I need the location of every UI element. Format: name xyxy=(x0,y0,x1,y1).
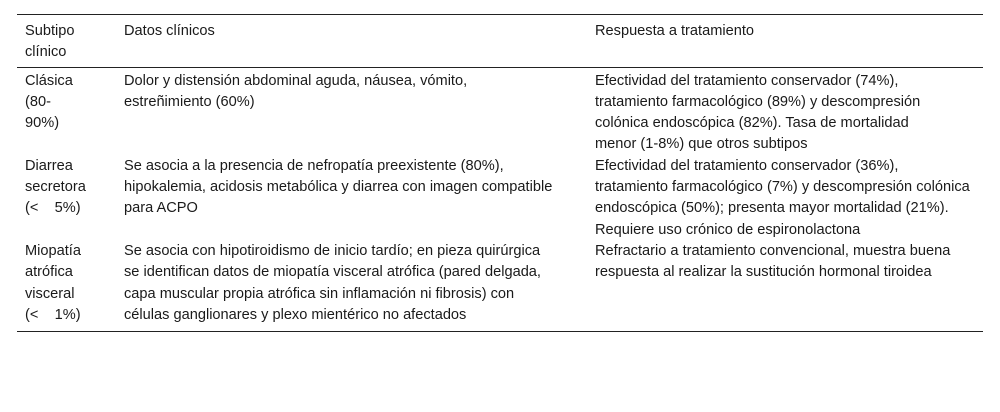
header-subtype: Subtipo clínico xyxy=(25,23,75,61)
subtype-line: Miopatía xyxy=(25,242,81,259)
clinical-data-cell: Dolor y distensión abdominal aguda, náusea, vómito, estreñimiento (60%) xyxy=(124,72,468,110)
subtype-line: visceral xyxy=(25,285,75,302)
header-row xyxy=(17,15,983,68)
subtype-cell xyxy=(17,241,124,332)
table-row xyxy=(17,156,983,241)
subtype-line: (< 1%) xyxy=(25,306,81,323)
table-header xyxy=(17,15,983,68)
subtype-line: Diarrea xyxy=(25,157,73,174)
header-clinical-data: Datos clínicos xyxy=(124,23,215,39)
subtype-line: secretora xyxy=(25,179,86,196)
clinical-data-cell: Se asocia a la presencia de nefropatía preexistente (80%), hipokalemia, acidosis metabólica y diarrea con imagen compatible para ACPO xyxy=(124,157,553,217)
subtype-line: atrófica xyxy=(25,264,73,281)
header-response: Respuesta a tratamiento xyxy=(595,23,754,39)
subtype-line: (< 5%) xyxy=(25,200,81,217)
subtype-line: Clásica xyxy=(25,72,73,89)
response-cell: Efectividad del tratamiento conservador (74%), tratamiento farmacológico (89%) y descompresión colónica endoscópica (82%). Tasa de mortalidad menor (1-8%) que otros subtipos xyxy=(595,72,921,153)
subtype-cell xyxy=(17,156,124,241)
table-row xyxy=(17,241,983,332)
response-cell: Efectividad del tratamiento conservador (36%), tratamiento farmacológico (7%) y descompresión colónica endoscópica (50%); presenta mayor mortalidad (21%). Requiere uso crónico de espironolactona xyxy=(595,157,970,238)
subtype-line: 90%) xyxy=(25,115,60,132)
table-row xyxy=(17,67,983,156)
clinical-data-cell: Se asocia con hipotiroidismo de inicio tardío; en pieza quirúrgica se identifican datos de miopatía visceral atrófica (pared delgada, capa muscular propia atrófica sin inflamación ni fibrosis) con células ganglionares y plexo mientérico no afectados xyxy=(124,242,541,323)
subtype-line: (80- xyxy=(25,93,51,110)
response-cell: Refractario a tratamiento convencional, muestra buena respuesta al realizar la sustitución hormonal tiroidea xyxy=(595,242,951,281)
subtype-cell xyxy=(17,67,124,156)
clinical-subtypes-table xyxy=(17,14,983,332)
table-body xyxy=(17,67,983,332)
